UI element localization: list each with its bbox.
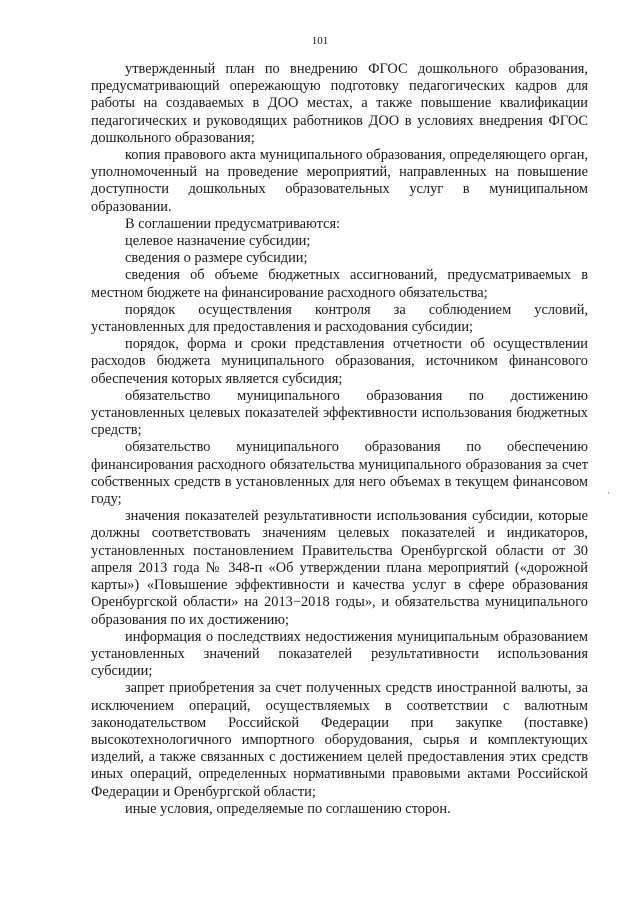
document-body [91, 61, 588, 818]
paragraph: целевое назначение субсидии; [125, 233, 311, 250]
scan-margin-mark: · [607, 488, 610, 498]
paragraph: информация о последствиях недостижения муниципальным образованием установленных значений показателей результативности использования субсидии; [91, 628, 588, 680]
paragraph: иные условия, определяемые по соглашению сторон. [125, 800, 451, 817]
paragraph: порядок осуществления контроля за соблюдением условий, установленных для предоставления и расходования субсидии; [91, 301, 588, 336]
paragraph: порядок, форма и сроки представления отчетности об осуществлении расходов бюджета муниципального образования, источником финансового обеспечения которых является субсидия; [91, 336, 588, 387]
paragraph: сведения о размере субсидии; [125, 250, 308, 267]
page-number: 101 [311, 35, 329, 47]
paragraph: запрет приобретения за счет полученных средств иностранной валюты, за исключением операций, осуществляемых в соответствии с валютным законодательством Российской Федерации при закупке (поставке) высокотехнологичного импортного оборудования, сырья и комплектующих изделий, а также связанных с достижением целей предоставления этих средств иных операций, определенных нормативными правовыми актами Российской Федерации и Оренбургской области; [91, 680, 588, 800]
paragraph: обязательство муниципального образования по достижению установленных целевых показателей эффективности использования бюджетных средств; [91, 387, 588, 439]
paragraph: утвержденный план по внедрению ФГОС дошкольного образования, предусматривающий опережающую подготовку педагогических кадров для работы на создаваемых в ДОО местах, а также повышение квалификации педагогических и руководящих работников ДОО в условиях внедрения ФГОС дошкольного образования; [91, 61, 588, 146]
paragraph: В соглашении предусматриваются: [125, 215, 341, 232]
paragraph: значения показателей результативности использования субсидии, которые должны соответствовать значениям целевых показателей и индикаторов, установленных постановлением Правительства Оренбургской области от 30 апреля 2013 года № 348-п «Об утверждении плана мероприятий («дорожной карты») «Повышение эффективности и качества услуг в сфере образования Оренбургской области» на 2013−2018 годы», и обязательства муниципального образования по их достижению; [91, 508, 588, 628]
paragraph: сведения об объеме бюджетных ассигнований, предусматриваемых в местном бюджете на финансирование расходного обязательства; [91, 267, 588, 301]
paragraph: копия правового акта муниципального образования, определяющего орган, уполномоченный на проведение мероприятий, направленных на повышение доступности дошкольных образовательных услуг в муниципальном образовании. [91, 147, 588, 215]
paragraph: обязательство муниципального образования по обеспечению финансирования расходного обязательства муниципального образования за счет собственных средств в установленных для него объемах в текущем финансовом году; [91, 439, 588, 508]
